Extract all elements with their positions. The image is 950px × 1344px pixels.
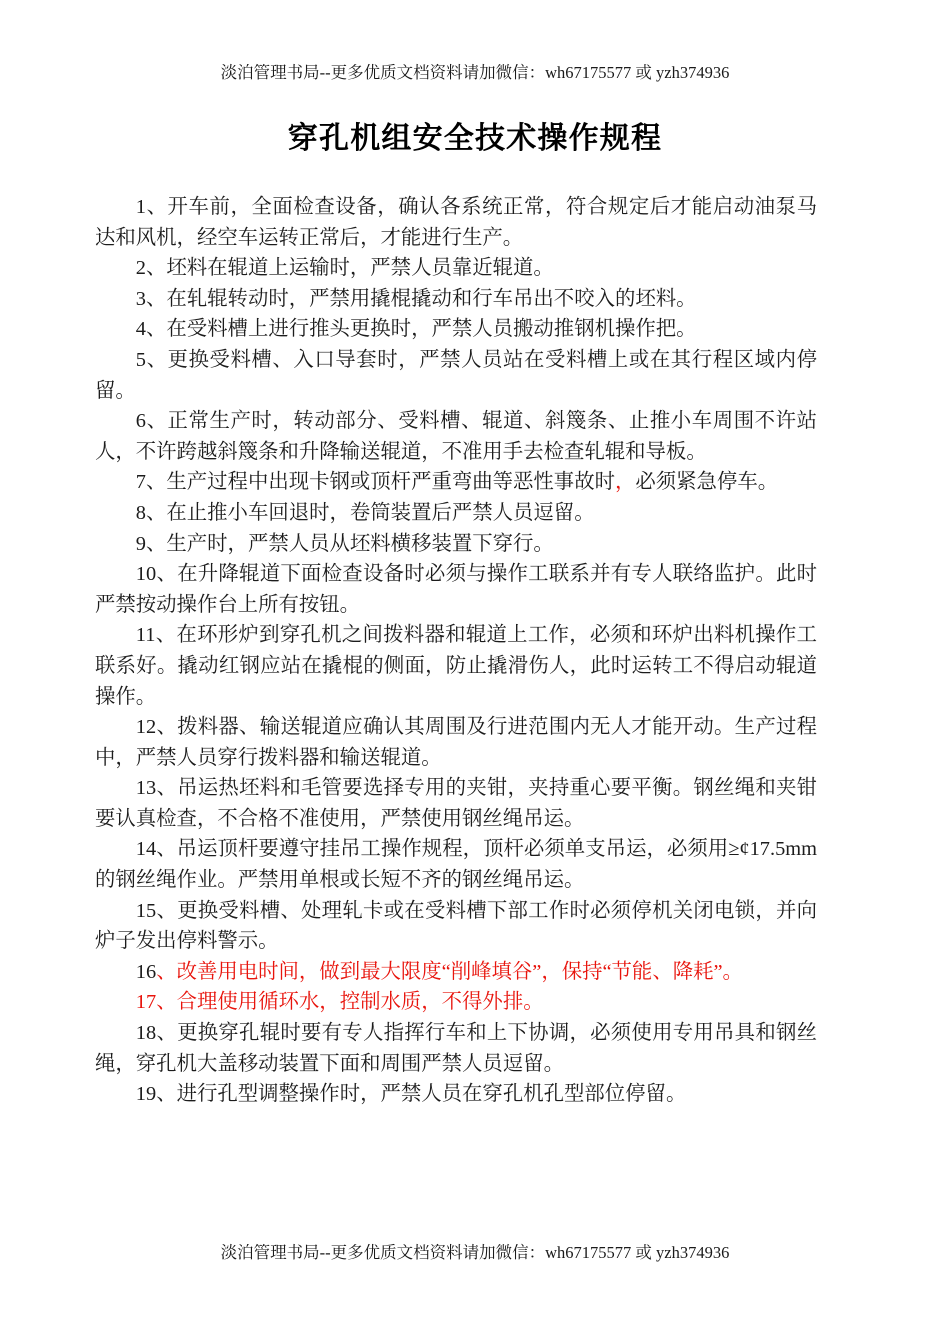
clause-text: 更换受料槽、处理轧卡或在受料槽下部工作时必须停机关闭电锁，并向炉子发出停料警示。 [95,899,818,953]
clause-text: 坯料在辊道上运输时，严禁人员靠近辊道。 [166,257,554,280]
clause-item-13 [95,773,817,834]
page-title: 穿孔机组安全技术操作规程 [287,122,663,156]
clause-number: 18、 [135,1022,178,1045]
clause-number: 8、 [135,501,167,524]
clause-item-5 [95,345,817,406]
clause-number: 15、 [135,899,178,922]
clause-text: 拨料器、输送辊道应确认其周围及行进范围内无人才能开动。生产过程中，严禁人员穿行拨料器和输送辊道。 [95,716,818,769]
clause-item-6 [95,406,817,467]
clause-number: 17、 [135,991,177,1014]
clause-item-9 [95,529,817,560]
clause-text-before-red-comma: 生产过程中出现卡钢或顶杆严重弯曲等恶性事故时 [166,471,615,494]
red-comma-mark: ， [614,471,636,494]
clause-item-16 [95,957,817,988]
clause-text: 正常生产时，转动部分、受料槽、辊道、斜篾条、止推小车周围不许站人，不许跨越斜篾条和升降输送辊道，不准用手去检查轧辊和导板。 [95,410,817,463]
clause-text: 、改善用电时间，做到最大限度“削峰填谷”，保持“节能、降耗”。 [156,960,743,983]
clause-text: 吊运顶杆要遵守挂吊工操作规程，顶杆必须单支吊运，必须用≥¢17.5mm的钢丝绳作业。严禁用单根或长短不齐的钢丝绳吊运。 [95,838,817,892]
clause-text: 在受料槽上进行推头更换时，严禁人员搬动推钢机操作把。 [166,318,697,341]
clause-number: 14、 [135,838,177,861]
clause-text: 进行孔型调整操作时，严禁人员在穿孔机孔型部位停留。 [176,1083,687,1106]
clause-item-14 [95,834,817,895]
clause-number: 19、 [135,1083,177,1106]
clause-text: 生产时，严禁人员从坯料横移装置下穿行。 [166,532,554,555]
clause-item-18 [95,1018,817,1079]
clause-text: 合理使用循环水，控制水质，不得外排。 [176,991,544,1014]
clause-item-19 [95,1079,817,1110]
clause-number: 12、 [135,716,178,739]
clause-item-1 [95,192,817,253]
clause-number: 16 [135,960,157,983]
clause-text: 在止推小车回退时，卷筒装置后严禁人员逗留。 [166,501,595,524]
clause-list [95,192,817,1110]
clause-item-11 [95,620,817,712]
clause-item-12 [95,712,817,773]
clause-number: 4、 [135,318,167,341]
clause-number: 2、 [135,257,167,280]
clause-text: 在环形炉到穿孔机之间拨料器和辊道上工作，必须和环炉出料机操作工联系好。撬动红钢应站在撬棍的侧面，防止撬滑伤人，此时运转工不得启动辊道操作。 [95,624,817,708]
clause-text-after-red-comma: 必须紧急停车。 [635,471,779,494]
clause-item-4 [95,314,817,345]
clause-text: 在轧辊转动时，严禁用撬棍撬动和行车吊出不咬入的坯料。 [166,287,697,310]
running-foot: 淡泊管理书局--更多优质文档资料请加微信：wh67175577 或 yzh374936 [220,1243,730,1262]
clause-number: 3、 [135,287,167,310]
clause-item-10 [95,559,817,620]
clause-item-7 [95,467,817,498]
clause-item-15 [95,896,817,957]
clause-text: 吊运热坯料和毛管要选择专用的夹钳，夹持重心要平衡。钢丝绳和夹钳要认真检查，不合格不准使用，严禁使用钢丝绳吊运。 [95,777,818,830]
clause-number: 7、 [135,471,167,494]
clause-item-17 [95,987,817,1018]
clause-number: 6、 [135,410,168,433]
clause-text: 更换受料槽、入口导套时，严禁人员站在受料槽上或在其行程区域内停留。 [95,348,817,402]
clause-number: 9、 [135,532,167,555]
clause-item-8 [95,498,817,529]
clause-number: 5、 [135,348,168,371]
clause-number: 1、 [135,196,168,218]
clause-text: 在升降辊道下面检查设备时必须与操作工联系并有专人联络监护。此时严禁按动操作台上所有按钮。 [95,563,818,616]
clause-text: 开车前，全面检查设备，确认各系统正常，符合规定后才能启动油泵马达和风机，经空车运转正常后，才能进行生产。 [95,196,817,249]
clause-text: 更换穿孔辊时要有专人指挥行车和上下协调，必须使用专用吊具和钢丝绳，穿孔机大盖移动装置下面和周围严禁人员逗留。 [95,1022,818,1075]
clause-item-2 [95,253,817,284]
running-head: 淡泊管理书局--更多优质文档资料请加微信：wh67175577 或 yzh374936 [220,63,730,82]
clause-number: 13、 [135,777,178,800]
clause-number: 10、 [135,563,178,586]
clause-item-3 [95,284,817,315]
clause-number: 11、 [135,624,177,647]
